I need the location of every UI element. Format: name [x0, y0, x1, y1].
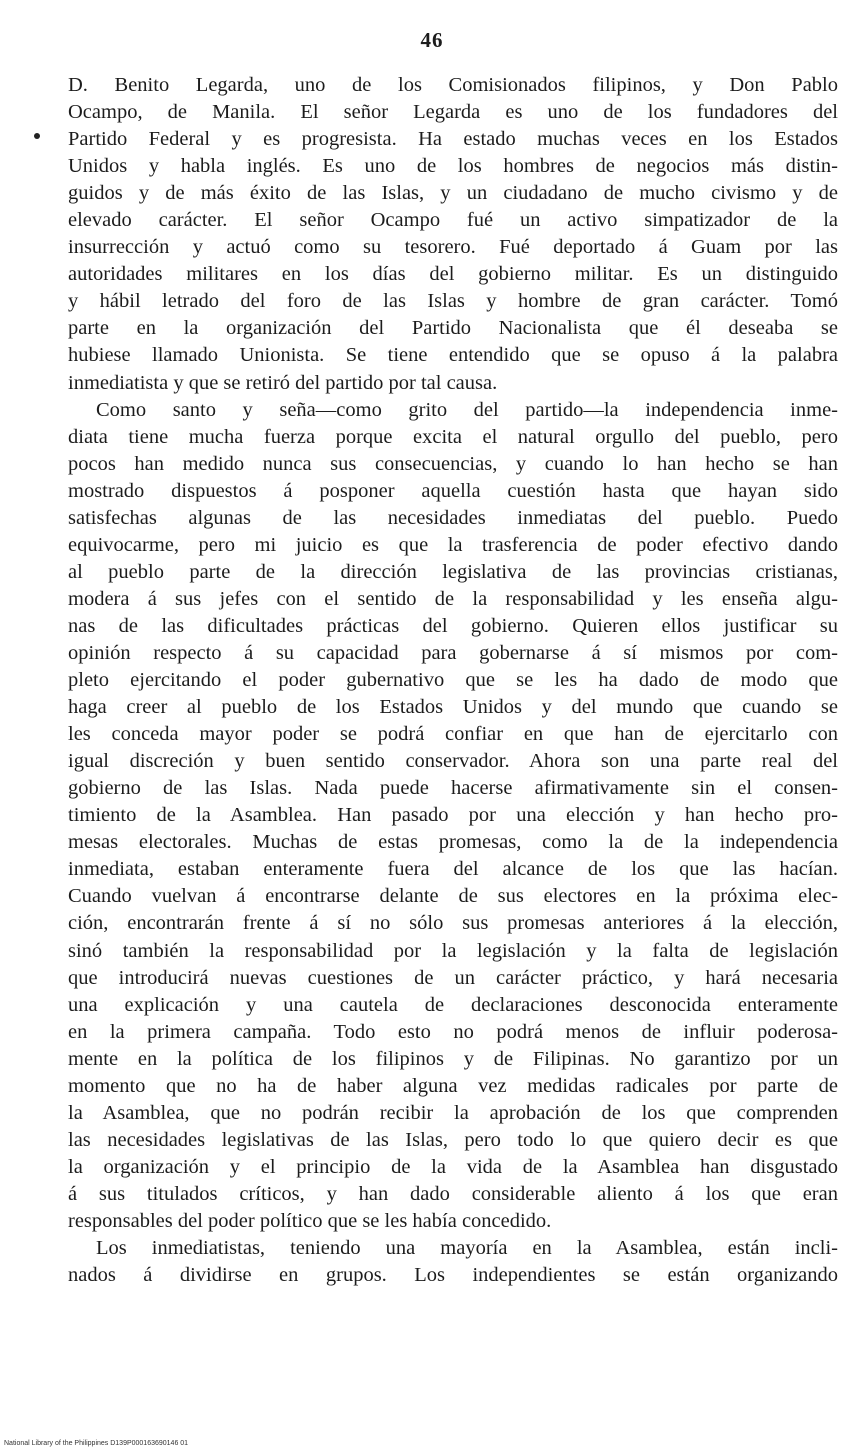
- text-line: la organización y el principio de la vida de la Asamblea han disgustado: [68, 1155, 838, 1178]
- text-line: en la primera campaña. Todo esto no podrá menos de influir poderosa-: [68, 1020, 838, 1043]
- text-line: guidos y de más éxito de las Islas, y un ciudadano de mucho civismo y de: [68, 182, 838, 205]
- text-line: que introducirá nuevas cuestiones de un carácter práctico, y hará necesaria: [68, 966, 838, 989]
- source-footer: National Library of the Philippines D139P000163690146 01: [4, 1440, 189, 1447]
- text-line: las necesidades legislativas de las Islas, pero todo lo que quiero decir es que: [68, 1128, 838, 1151]
- text-line: mesas electorales. Muchas de estas promesas, como la de la independencia: [68, 831, 838, 854]
- text-line: momento que no ha de haber alguna vez medidas radicales por parte de: [68, 1074, 838, 1097]
- text-line: elevado carácter. El señor Ocampo fué un activo simpatizador de la: [68, 209, 838, 232]
- text-line: gobierno de las Islas. Nada puede hacerse afirmativamente sin el consen-: [68, 777, 838, 800]
- text-line: mente en la política de los filipinos y de Filipinas. No garantizo por un: [68, 1047, 838, 1070]
- text-line: D. Benito Legarda, uno de los Comisionados filipinos, y Don Pablo: [68, 74, 838, 96]
- text-line: les conceda mayor poder se podrá confiar en que han de ejercitarlo con: [68, 723, 838, 746]
- text-line: inmediatista y que se retiró del partido por tal causa.: [68, 371, 498, 394]
- text-line: igual discreción y buen sentido conservador. Ahora son una parte real del: [68, 750, 838, 773]
- text-line: Los inmediatistas, teniendo una mayoría en la Asamblea, están incli-: [96, 1237, 838, 1260]
- text-line: equivocarme, pero mi juicio es que la trasferencia de poder efectivo dando: [68, 533, 838, 556]
- text-line: Cuando vuelvan á encontrarse delante de sus electores en la próxima elec-: [68, 885, 838, 908]
- text-line: hubiese llamado Unionista. Se tiene entendido que se opuso á la palabra: [68, 344, 838, 367]
- text-line: opinión respecto á su capacidad para gobernarse á sí mismos por com-: [68, 641, 838, 664]
- text-line: autoridades militares en los días del gobierno militar. Es un distinguido: [68, 263, 838, 286]
- text-line: Partido Federal y es progresista. Ha estado muchas veces en los Estados: [68, 128, 838, 151]
- text-line: nados á dividirse en grupos. Los independientes se están organizando: [68, 1264, 838, 1287]
- text-line: inmediata, estaban enteramente fuera del alcance de los que las hacían.: [68, 858, 838, 881]
- text-line: nas de las dificultades prácticas del gobierno. Quieren ellos justificar su: [68, 614, 838, 637]
- margin-mark: [34, 133, 40, 139]
- text-line: sinó también la responsabilidad por la legislación y la falta de legislación: [68, 939, 838, 962]
- text-line: modera á sus jefes con el sentido de la responsabilidad y les enseña algu-: [68, 587, 838, 610]
- text-line: parte en la organización del Partido Nacionalista que él deseaba se: [68, 317, 838, 340]
- text-line: una explicación y una cautela de declaraciones desconocida enteramente: [68, 993, 838, 1016]
- text-line: responsables del poder político que se les había concedido.: [68, 1209, 552, 1232]
- text-line: timiento de la Asamblea. Han pasado por una elección y han hecho pro-: [68, 804, 838, 827]
- text-line: Como santo y seña—como grito del partido—la independencia inme-: [96, 398, 838, 421]
- text-line: insurrección y actuó como su tesorero. Fué deportado á Guam por las: [68, 236, 838, 259]
- text-line: mostrado dispuestos á posponer aquella cuestión hasta que hayan sido: [68, 479, 838, 502]
- text-line: y hábil letrado del foro de las Islas y hombre de gran carácter. Tomó: [68, 290, 838, 313]
- text-line: Unidos y habla inglés. Es uno de los hombres de negocios más distin-: [68, 155, 838, 178]
- text-line: á sus titulados críticos, y han dado considerable aliento á los que eran: [68, 1182, 838, 1205]
- page-number: 46: [420, 28, 444, 52]
- text-line: pleto ejercitando el poder gubernativo que se les ha dado de modo que: [68, 669, 838, 692]
- text-line: satisfechas algunas de las necesidades inmediatas del pueblo. Puedo: [68, 506, 838, 529]
- text-line: diata tiene mucha fuerza porque excita el natural orgullo del pueblo, pero: [68, 425, 838, 448]
- text-line: pocos han medido nunca sus consecuencias, y cuando lo han hecho se han: [68, 452, 838, 475]
- text-line: Ocampo, de Manila. El señor Legarda es uno de los fundadores del: [68, 101, 838, 124]
- text-line: la Asamblea, que no podrán recibir la aprobación de los que comprenden: [68, 1101, 838, 1124]
- text-line: al pueblo parte de la dirección legislativa de las provincias cristianas,: [68, 560, 838, 583]
- body-text: [68, 72, 838, 1289]
- text-line: haga creer al pueblo de los Estados Unidos y del mundo que cuando se: [68, 696, 838, 719]
- text-line: ción, encontrarán frente á sí no sólo sus promesas anteriores á la elección,: [68, 912, 838, 935]
